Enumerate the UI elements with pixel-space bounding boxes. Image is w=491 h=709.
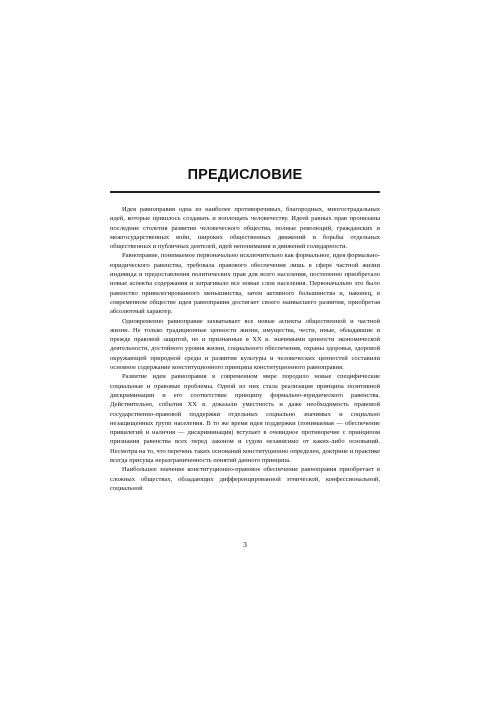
paragraph-1: Идея равноправия одна из наиболее противоречивых, благородных, многострадальных идей, которые пришлось создавать и воплощать человечеству. Идеей равных прав пронизаны последние столетия развития человеческого общества, полные революций, гражданских и межгосударственных войн, широких общественных движений и борьбы отдельных общественных и публичных деятелей, идей непонимания и движений солидарности. — [110, 206, 380, 251]
paragraph-5: Наибольшее значение конституционно-правовое обеспечение равноправия приобретает в сложных обществах, обладающих дифференцированной этнической, конфессиональной, социальной — [110, 466, 380, 492]
paragraph-3: Одновременно равноправие захватывает все новые аспекты общественной и частной жизни. Не только традиционные ценности жизни, имущества, чести, иные, обладавшие и прежде правовой защитой, но и признанные в XX в. значимыми ценности экономической деятельности, достойного уровня жизни, социального обеспечения, охраны здоровья, здоровой окружающей природной среды и развития культуры и человеческих ценностей составили основное содержание конституционного принципа конституционного равноправия. — [110, 317, 380, 372]
paragraph-4: Развитие идеи равноправия в современном мире породило новые специфические социальные и правовые проблемы. Одной из них стала реализация принципа позитивной дискриминации и его соответствие принципу формально-юридического равенства. Действительно, события XX в. доказали уместность и даже необходимость правовой государственно-правовой поддержки отдельных социально значимых и социально незащищенных групп населения. В то же время идея поддержки (понимаемая — обеспечение привилегий и наличия — дискриминация) вступает в очевидное противоречие с принципом признания равенства всех перед законом и судом независимо от каких-либо оснований. Несмотря на то, что перечень таких оснований конституционно определен, доктрине и практике всегда присуща неразграниченность понятий данного принципа. — [110, 373, 380, 465]
body-text — [110, 205, 380, 493]
page-number: 3 — [243, 540, 247, 549]
title-rule — [110, 191, 380, 193]
page-title: ПРЕДИСЛОВИЕ — [187, 167, 303, 183]
paragraph-2: Равноправие, понимаемое первоначально исключительно как формальное, идея формально-юридического равенства, требовала правового обеспечения лишь в сфере частной жизни индивида и предоставления политических прав для всего населения, постепенно приобретало новые аспекты содержания и затрагивало все новые слои населения. Первоначально это было равенство привилегированного меньшинства, затем активного большинства и, наконец, в современном обществе идея равноправия достигает своего наивысшего развития, приобретая абсолютный характер. — [110, 252, 380, 316]
